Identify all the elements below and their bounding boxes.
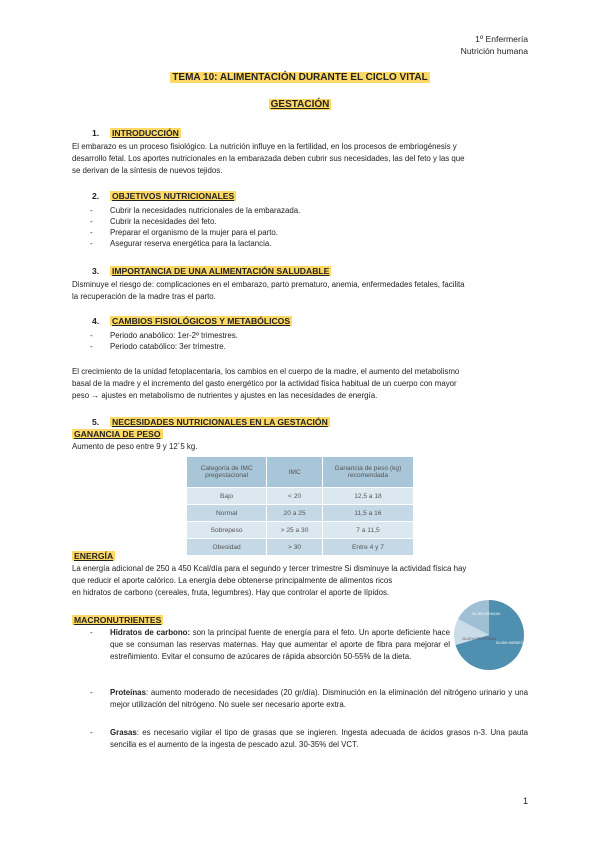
macronutrient-pie-figure bbox=[452, 598, 550, 672]
section-2-list bbox=[90, 205, 300, 249]
section-3-heading: 3. IMPORTANCIA DE UNA ALIMENTACIÓN SALUDABLE bbox=[92, 266, 330, 276]
section-4-heading: 4. CAMBIOS FISIOLÓGICOS Y METABÓLICOS bbox=[92, 316, 291, 326]
list-item: - Periodo anabólico: 1er-2º trimestres. bbox=[90, 331, 238, 340]
imc-table bbox=[186, 456, 414, 556]
table-row: Bajo < 20 12,5 a 18 bbox=[187, 488, 414, 505]
section-1-heading: 1. INTRODUCCIÓN bbox=[92, 128, 179, 138]
list-item: - Cubrir la necesidades nutricionales de la embarazada. bbox=[90, 206, 301, 215]
list-item: - Periodo catabólico: 3er trimestre. bbox=[90, 342, 226, 351]
table-header: IMC bbox=[267, 457, 323, 488]
header-course: 1º Enfermería bbox=[475, 34, 528, 44]
energia-text: La energía adicional de 250 a 450 Kcal/día para el segundo y tercer trimestre Si disminuye la actividad física hay que reducir el aporte calórico. La energía debe obtenerse principalmente de alimentos ricos en hidratos de carbono (cereales, fruta, legumbres). Hay que controlar el aporte de lípidos. bbox=[72, 564, 467, 597]
header-subject: Nutrición humana bbox=[460, 46, 528, 56]
page-title: TEMA 10: ALIMENTACIÓN DURANTE EL CICLO VITAL bbox=[172, 72, 428, 83]
table-header: Categoría de IMC pregestacional bbox=[187, 457, 267, 488]
macro-item-grasas: - Grasas: es necesario vigilar el tipo de grasas que se ingieren. Ingesta adecuada de ácidos grasos n-3. Una pauta sencilla es el aumento de la ingesta de pescado azul. 30-35% del VCT. bbox=[90, 728, 528, 749]
list-item: - Asegurar reserva energética para la lactancia. bbox=[90, 239, 272, 248]
list-item: - Cubrir la necesidades del feto. bbox=[90, 217, 217, 226]
ganancia-heading: GANANCIA DE PESO bbox=[74, 429, 161, 439]
pie-label-proteinas: 15-20% PROTEINAS bbox=[462, 637, 497, 641]
pie-label-hidratos: 50-55% HIDRATOS DE CARBONO bbox=[496, 641, 550, 645]
macro-item-carbohidratos: - Hidratos de carbono: son la principal fuente de energía para el feto. Un aporte deficiente hace que se consuman las reservas maternas. Hay que aumentar el aporte de fibra para mejorar el estreñimiento. Evitar el consumo de azúcares de rápida absorción 50-55% de la dieta. bbox=[90, 628, 450, 661]
section-4-text: El crecimiento de la unidad fetoplacentaria, los cambios en el cuerpo de la madre, el aumento del metabolismo basal de la madre y el incremento del gasto energético por la actividad física habitual de un cuerpo con mayor peso → ajustes en metabolismo de nutrientes y ajustes en las necesidades de energía. bbox=[72, 367, 460, 400]
section-3-text: Disminuye el riesgo de: complicaciones en el embarazo, parto prematuro, anemia, enfermedades fetales, facilita la recuperación de la madre tras el parto. bbox=[72, 280, 465, 301]
page-number: 1 bbox=[522, 796, 528, 806]
list-item: - Preparar el organismo de la mujer para el parto. bbox=[90, 228, 278, 237]
section-4-list bbox=[90, 330, 238, 352]
section-1-text: El embarazo es un proceso fisiológico. La nutrición influye en la fertilidad, en los procesos de embriogénesis y desarrollo fetal. Los aportes nutricionales en la embarazada deben cubrir sus necesidades, las del feto y las que se derivan de la síntesis de nuevos tejidos. bbox=[72, 142, 465, 175]
table-row: Normal 20 a 25 11,5 a 16 bbox=[187, 505, 414, 522]
pie-label-grasas: 30-35% GRASAS bbox=[472, 612, 501, 616]
table-row: Obesidad > 30 Entre 4 y 7 bbox=[187, 539, 414, 556]
table-header: Ganancia de peso (kg) recomendada bbox=[322, 457, 413, 488]
table-row: Sobrepeso > 25 a 30 7 a 11,5 bbox=[187, 522, 414, 539]
macro-heading: MACRONUTRIENTES bbox=[74, 615, 162, 625]
ganancia-text: Aumento de peso entre 9 y 12´5 kg. bbox=[72, 442, 198, 451]
page-subtitle: GESTACIÓN bbox=[270, 99, 330, 110]
energia-heading: ENERGÍA bbox=[74, 551, 114, 561]
section-5-heading: 5. NECESIDADES NUTRICIONALES EN LA GESTACIÓN bbox=[92, 417, 328, 427]
macro-item-proteinas: - Proteínas: aumento moderado de necesidades (20 gr/día). Disminución en la eliminación del nitrógeno urinario y una mejor utilización del nitrógeno. No suele ser necesario aporte extra. bbox=[90, 688, 528, 709]
section-2-heading: 2. OBJETIVOS NUTRICIONALES bbox=[92, 191, 235, 201]
